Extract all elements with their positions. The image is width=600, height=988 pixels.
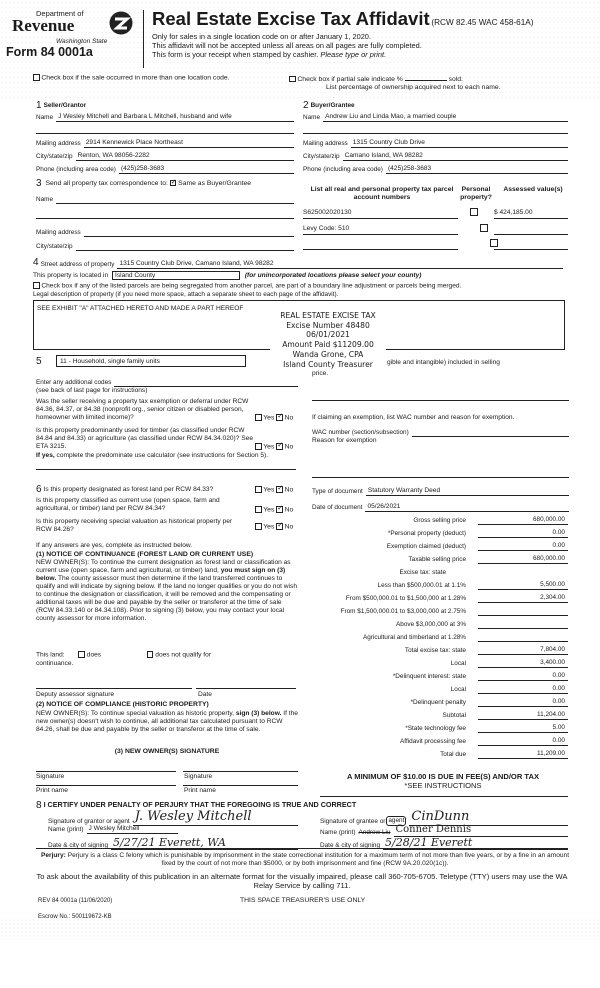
exemption-claimed-label: Exemption claimed (deduct) <box>386 543 466 551</box>
see-instructions-note: *SEE INSTRUCTIONS <box>404 781 482 790</box>
deputy-date-label: Date <box>198 691 212 698</box>
delinquent-interest-local-field[interactable]: 0.00 <box>478 685 568 694</box>
correspondence-name-row <box>36 195 294 204</box>
timber-agriculture-question: Is this property predominantly used for timber (as classified under RCW 84.84 and 84.33) or agriculture (as classified under RCW 84.34.020)? See ETA 3215. <box>36 427 253 450</box>
notice1-text-a: NEW OWNER(S): To continue the current designation as forest land or classification as current use (open space, farm and agricultural, or timber) land, <box>36 559 291 575</box>
local-field[interactable]: 3,400.00 <box>478 659 568 668</box>
buyer-city-field[interactable]: Camano Island, WA 98282 <box>343 152 568 161</box>
no-label: No <box>284 523 294 531</box>
tax-row-penalty <box>300 695 575 707</box>
delinquent-penalty-label: *Delinquent penalty <box>410 699 466 707</box>
total-due-field[interactable]: 11,209.00 <box>478 750 568 759</box>
section-number-3: 3 <box>36 178 42 189</box>
seller-city-field[interactable]: Renton, WA 98056-2282 <box>76 152 294 161</box>
personal-property-included-text <box>387 359 500 367</box>
property-street-field[interactable]: 1315 Country Club Drive, Camano Island, WA 98282 <box>117 260 563 269</box>
tax-row-agri <box>300 630 575 642</box>
segregate-row <box>33 282 461 290</box>
document-type-label: Type of document <box>312 488 363 496</box>
stamp-treasurer-name: Wanda Grone, CPA <box>292 349 364 359</box>
exemption-question: Was the seller receiving a property tax exemption or deferral under RCW 84.36, 84.37, or 84.38 (nonprofit org., senior citizen or disabled person, homeowner with limited income)? <box>36 398 249 421</box>
correspondence-city-row <box>36 242 294 251</box>
notice1-bold: you must sign on (3) below. <box>36 567 286 583</box>
tax-row-total-due <box>300 747 575 759</box>
buyer-phone-row <box>303 165 568 174</box>
stamp-amount-paid: Amount Paid $11209.00 <box>282 340 374 350</box>
tier2-field[interactable]: 2,304.00 <box>478 594 568 603</box>
tier1-label: Less than $500,000.01 at 1.1% <box>377 582 466 590</box>
parcel-number-field-2[interactable]: Levy Code: 510 <box>303 225 458 235</box>
exemption-no-checkbox[interactable] <box>276 414 283 421</box>
document-date-label: Date of document <box>312 504 363 512</box>
no-label: No <box>284 506 294 514</box>
yes-label: Yes <box>263 414 275 422</box>
signature-label-1: Signature <box>36 773 65 780</box>
tax-row-state-heading <box>300 565 575 577</box>
new-owner-print-2[interactable] <box>183 785 298 786</box>
property-use-code-select[interactable]: 11 - Household, single family units <box>56 355 246 367</box>
seller-name-field[interactable]: J Wesley Mitchell and Barbara L Mitchell, husband and wife <box>56 113 294 122</box>
historical-yes-checkbox[interactable] <box>255 523 262 530</box>
if-yes-instruction: If any answers are yes, complete as instructed below. <box>36 542 193 549</box>
new-owner-print-1[interactable] <box>36 785 176 786</box>
new-owner-signature-1[interactable] <box>36 771 176 772</box>
gross-price-field[interactable]: 680,000.00 <box>478 516 568 525</box>
buyer-heading-label: Buyer/Grantee <box>310 102 355 109</box>
buyer-city-row <box>303 152 568 161</box>
parcel-number-field-3[interactable] <box>303 240 458 250</box>
tax-row-gross <box>300 513 575 525</box>
partial-sale-label: Check box if partial sale indicate % <box>297 76 403 83</box>
personal-property-checkbox-1[interactable] <box>470 208 478 216</box>
grantee-signature-label: Signature of grantee or <box>320 818 386 826</box>
tier2-label: From $500,000.01 to $1,500,000 at 1.28% <box>345 595 466 603</box>
exemption-claimed-field[interactable]: 0.00 <box>478 542 568 551</box>
yes-label: Yes <box>263 523 275 531</box>
parcel-number-field-1[interactable]: S6250020201​30 <box>303 209 458 219</box>
section5-divider <box>36 469 296 470</box>
processing-fee-field[interactable]: 0.00 <box>478 737 568 746</box>
does-not-label: does not qualify for <box>155 651 211 659</box>
notice-compliance-text <box>36 710 298 734</box>
parcel-col-header: List all real and personal property tax parcel account numbers <box>310 186 454 202</box>
if-yes-text: complete the predominate use calculator (see instructions for Section 5). <box>56 452 269 459</box>
notice2-bold: sign (3) below. <box>235 710 282 717</box>
tax-row-subtotal <box>300 708 575 720</box>
seller-name-label: Name <box>36 114 54 122</box>
minimum-due-notice: A MINIMUM OF $10.00 IS DUE IN FEE(S) AND/OR TAX <box>346 772 540 781</box>
assessed-value-field-2[interactable] <box>494 225 568 235</box>
tax-row-tier1 <box>300 578 575 590</box>
notice2-text-b: If the new owner(s) doesn't wish to continue, all additional tax calculated pursuant to RCW 84.26, shall be due and payable by the seller or transferor at the time of sale. <box>36 710 298 734</box>
section-number-5: 5 <box>36 356 42 367</box>
revision-label: REV 84 0001a (11/06/2020) <box>38 898 113 904</box>
yes-label: Yes <box>263 506 275 514</box>
personal-property-field[interactable]: 0.00 <box>478 529 568 538</box>
tier4-field[interactable] <box>478 621 568 629</box>
continuance-label: continuance. <box>36 660 74 667</box>
header-note-2: This affidavit will not be accepted unless all areas on all pages are fully completed. <box>152 41 422 51</box>
additional-codes-field[interactable] <box>114 378 298 387</box>
does-qualify-checkbox[interactable] <box>78 651 85 658</box>
delinquent-penalty-field[interactable]: 0.00 <box>478 698 568 707</box>
seller-heading <box>36 100 86 112</box>
agri-label: Agricultural and timberland at 1.28% <box>362 634 466 642</box>
personal-property-label: *Personal property (deduct) <box>387 530 466 538</box>
agri-field[interactable] <box>478 634 568 642</box>
exemption-yes-no <box>255 414 293 423</box>
header-notes <box>152 32 422 59</box>
total-state-field[interactable]: 7,804.00 <box>478 646 568 655</box>
seller-phone-label: Phone (including area code) <box>36 166 116 174</box>
notice-continuance-text <box>36 559 298 623</box>
notice-continuance-title: (1) NOTICE OF CONTINUANCE (FOREST LAND OR CURRENT USE) <box>36 551 254 558</box>
assessed-value-field-1[interactable]: $ 424,185.00 <box>494 209 568 219</box>
buyer-mailing-label: Mailing address <box>303 140 348 148</box>
grantee-name-label: Name (print) <box>320 829 356 837</box>
grantee-name-field[interactable]: Conner Dennis <box>394 825 569 837</box>
same-as-buyer-label: Same as Buyer/Grantee <box>178 180 252 187</box>
seller-phone-field[interactable]: (425)258-3683 <box>119 165 294 174</box>
form-title-row <box>152 8 533 30</box>
form-title-ref: (RCW 82.45 WAC 458-61A) <box>431 18 534 27</box>
certify-heading-text: I CERTIFY UNDER PENALTY OF PERJURY THAT THE FOREGOING IS TRUE AND CORRECT <box>43 800 357 809</box>
ownership-note: List percentage of ownership acquired next to each name. <box>326 84 501 91</box>
local-label: Local <box>450 660 466 668</box>
buyer-city-label: City/state/zip <box>303 153 340 161</box>
header-note-italic: Please type or print. <box>320 50 387 60</box>
current-use-no-checkbox[interactable] <box>276 506 283 513</box>
correspondence-mailing-label: Mailing address <box>36 229 81 237</box>
alt-format-notice: To ask about the availability of this publication in an alternate format for the visually impaired, please call 360-705-6705. Teletype (TTY) users may use the WA Relay Service by calling 711. <box>36 872 568 891</box>
grantor-signature-row <box>48 809 298 826</box>
new-owner-signature-2[interactable] <box>183 771 298 772</box>
personal-property-col-header: Personal property? <box>460 186 492 202</box>
correspondence-name-label: Name <box>36 196 54 204</box>
tax-row-exemption <box>300 539 575 551</box>
seller-name-line2[interactable] <box>36 133 294 134</box>
wac-number-field[interactable] <box>412 428 569 437</box>
county-row <box>33 271 421 280</box>
correspondence-name-field[interactable] <box>56 195 294 204</box>
forest-yes-no <box>255 486 293 495</box>
does-label: does <box>86 651 102 659</box>
tax-row-tier2 <box>300 591 575 603</box>
seller-mailing-field[interactable]: 2914 Kennewick Place Northeast <box>84 139 294 148</box>
correspondence-mailing-field[interactable] <box>84 228 294 237</box>
tax-row-delinq-local <box>300 682 575 694</box>
agency-line1: Department of <box>36 9 84 18</box>
header-divider <box>143 10 144 68</box>
correspondence-city-field[interactable] <box>76 242 294 251</box>
if-yes-note <box>36 452 276 460</box>
tech-fee-field[interactable]: 5.00 <box>478 724 568 733</box>
legal-description-text: SEE EXHIBIT "A" ATTACHED HERETO AND MADE A PART HEREOF <box>37 305 244 312</box>
grantor-date-label: Date & city of signing <box>48 842 109 850</box>
seller-mailing-row <box>36 139 294 148</box>
buyer-phone-label: Phone (including area code) <box>303 166 383 174</box>
stamp-line-1: REAL ESTATE EXCISE TAX <box>280 311 376 320</box>
multi-location-label: Check box if the sale occurred in more than one location code. <box>41 74 230 82</box>
additional-codes-note: (see back of last page for instructions) <box>36 387 148 394</box>
header-note-3: This form is your receipt when stamped by cashier. <box>152 50 319 60</box>
multi-location-row <box>33 74 230 83</box>
buyer-name-label: Name <box>303 114 321 122</box>
grantee-date-label: Date & city of signing <box>320 842 381 850</box>
section7-divider <box>320 796 568 797</box>
exemption-yes-checkbox[interactable] <box>255 414 262 421</box>
deputy-signature-field[interactable] <box>36 688 192 689</box>
same-as-buyer-checkbox[interactable] <box>170 180 177 187</box>
no-label: No <box>284 486 294 494</box>
tax-row-local <box>300 656 575 668</box>
personal-prop-tail2: price. <box>312 370 329 377</box>
partial-sale-percent-field[interactable] <box>405 74 447 81</box>
subtotal-field[interactable]: 11,204.00 <box>478 711 568 720</box>
notice1-text-b: The county assessor must then determine if the land transferred continues to qualify and will indicate by signing below. If the land no longer qualifies or you do not wish to continue the designation or classification, it will be removed and the compensating or additional taxes will be due and payable by the seller or transferor at the time of sale (RCW 84.33.140 or 84.34.108). Prior to signing (3) below, you may contact your local county assessor for more information. <box>36 575 297 623</box>
certify-divider <box>36 848 568 849</box>
county-note: (for unincorporated locations please select your county) <box>244 272 422 279</box>
treasurer-stamp <box>270 311 386 369</box>
section-number-2: 2 <box>303 100 309 111</box>
perjury-bold: Perjury: <box>40 852 66 859</box>
assessed-value-field-3[interactable] <box>494 240 568 250</box>
partial-sale-row <box>289 74 463 84</box>
wac-number-row <box>312 428 569 437</box>
document-type-field[interactable]: Statutory Warranty Deed <box>366 487 569 496</box>
grantor-name-field[interactable]: J Wesley Mitchell <box>87 825 178 834</box>
notice-compliance-title: (2) NOTICE OF COMPLIANCE (HISTORIC PROPERTY) <box>36 701 209 708</box>
section-number-4: 4 <box>33 257 39 268</box>
historical-no-checkbox[interactable] <box>276 523 283 530</box>
delinquent-interest-local-label: Local <box>450 686 466 694</box>
gross-price-label: Gross selling price <box>413 517 466 525</box>
buyer-mailing-row <box>303 139 568 148</box>
yes-label: Yes <box>263 443 275 451</box>
escrow-number: Escrow No.: 500119672-KB <box>38 914 112 920</box>
timber-yes-no <box>255 443 293 452</box>
buyer-mailing-field[interactable]: 1315 Country Club Drive <box>351 139 568 148</box>
no-label: No <box>284 414 294 422</box>
seller-heading-label: Seller/Grantor <box>43 102 87 109</box>
current-use-question: Is this property classified as current use (open space, farm and agricultural, or timber) land per RCW 84.34? <box>36 497 220 512</box>
tier3-label: From $1,500,000.01 to $3,000,000 at 2.75% <box>340 608 466 616</box>
county-select[interactable]: Island County <box>112 271 240 280</box>
legal-description-label: Legal description of property (if you need more space, attach a separate sheet to each page of the affidavit). <box>33 291 339 298</box>
delinquent-interest-state-label: *Delinquent interest: state <box>392 673 466 681</box>
signature-label-2: Signature <box>184 773 213 780</box>
current-use-yes-no <box>255 506 293 515</box>
additional-codes-row <box>36 378 298 387</box>
delinquent-interest-state-field[interactable]: 0.00 <box>478 672 568 681</box>
stamp-date: 06/01/2021 <box>306 330 350 340</box>
print-name-label-1: Print name <box>36 787 68 794</box>
dor-logo <box>8 8 138 60</box>
property-street-label: Street address of property <box>40 261 115 269</box>
historical-question: Is this property receiving special valuation as historical property per RCW 84.26? <box>36 518 233 533</box>
forest-land-label: Is this property designated as forest land per RCW 84.33? <box>43 486 214 493</box>
grantee-name-struck: Andrew Liu <box>358 829 391 837</box>
forest-yes-checkbox[interactable] <box>255 486 262 493</box>
segregate-label: Check box if any of the listed parcels are being segregated from another parcel, are part of a boundary line adjustment or parcels being merged. <box>41 282 462 290</box>
if-yes-bold: If yes, <box>36 452 55 459</box>
no-label: No <box>284 443 294 451</box>
county-label: This property is located in <box>33 272 109 279</box>
seller-city-label: City/state/zip <box>36 153 73 161</box>
grantor-signature-label: Signature of grantor or agent <box>48 818 130 826</box>
buyer-name-field[interactable]: Andrew Liu and Linda Mao, a married couple <box>323 113 568 122</box>
assessed-value-col-header: Assessed value(s) <box>503 186 563 193</box>
scan-noise-footer <box>0 918 600 940</box>
grantee-agent-circled: agent <box>388 817 405 825</box>
forest-no-checkbox[interactable] <box>276 486 283 493</box>
correspondence-row <box>36 178 251 190</box>
document-date-field[interactable]: 05/26/2021 <box>365 503 569 512</box>
processing-fee-label: Affidavit processing fee <box>400 738 466 746</box>
section-number-1: 1 <box>36 100 42 111</box>
stamp-treasurer-title: Island County Treasurer <box>283 359 373 369</box>
taxable-price-label: Taxable selling price <box>408 556 466 564</box>
total-due-label: Total due <box>440 751 466 759</box>
grantor-date-field[interactable]: 5/27/21 Everett, WA <box>111 836 298 850</box>
timber-no-checkbox[interactable] <box>276 443 283 450</box>
new-owner-signature-title: (3) NEW OWNER(S) SIGNATURE <box>114 748 220 755</box>
personal-prop-tail: gible and intangible) included in selling <box>387 359 500 366</box>
section5-right-line[interactable] <box>312 400 569 401</box>
tier1-field[interactable]: 5,500.00 <box>478 581 568 590</box>
deputy-signature-label: Deputy assessor signature <box>36 691 115 698</box>
document-date-row <box>312 503 569 512</box>
form-number: Form 84 0001a <box>6 45 93 59</box>
segregate-checkbox[interactable] <box>33 282 40 289</box>
personal-property-checkbox-2[interactable] <box>480 224 488 232</box>
tax-row-taxable <box>300 552 575 564</box>
taxable-price-field[interactable]: 680,000.00 <box>478 555 568 564</box>
notice2-text-a: NEW OWNER(S): To continue special valuation as historic property, <box>36 710 235 717</box>
historical-yes-no <box>255 523 293 532</box>
total-state-label: Total excise tax: state <box>404 647 466 655</box>
tier3-field[interactable] <box>478 608 568 616</box>
exemption-reason-field[interactable] <box>312 477 569 478</box>
grantee-date-field[interactable]: 5/28/21 Everett <box>383 836 568 850</box>
wac-number-label: WAC number (section/subsection) <box>312 429 409 437</box>
correspondence-mailing-row <box>36 228 294 237</box>
section-number-8: 8 <box>36 800 42 811</box>
treasurer-use-label: THIS SPACE TREASURER'S USE ONLY <box>240 897 366 904</box>
multi-location-checkbox[interactable] <box>33 74 40 81</box>
buyer-heading <box>303 100 355 112</box>
tax-row-processing-fee <box>300 734 575 746</box>
buyer-name-line2[interactable] <box>303 133 568 134</box>
partial-sale-suffix: sold. <box>448 76 463 83</box>
deputy-date-field[interactable] <box>196 688 296 689</box>
subtotal-label: Subtotal <box>442 712 466 720</box>
seller-name-row <box>36 113 294 122</box>
tax-row-delinq-state <box>300 669 575 681</box>
stamp-excise-number: Excise Number 48480 <box>286 320 370 330</box>
agency-state: Washington State <box>56 38 108 45</box>
dor-emblem-icon <box>108 10 134 36</box>
tech-fee-label: *State technology fee <box>405 725 466 733</box>
buyer-name-row <box>303 113 568 122</box>
seller-city-row <box>36 152 294 161</box>
seller-phone-row <box>36 165 294 174</box>
tax-row-tier4 <box>300 617 575 629</box>
agency-name: Revenue <box>12 16 75 35</box>
partial-sale-checkbox[interactable] <box>289 76 296 83</box>
excise-state-heading: Excise tax: state <box>399 569 446 577</box>
timber-yes-checkbox[interactable] <box>255 443 262 450</box>
correspondence-name-line2[interactable] <box>36 218 294 219</box>
perjury-text: Perjury is a class C felony which is punishable by imprisonment in the state correctional institution for a maximum term of not more than five years, or by a fine in an amount fixed by the court of not more than $5000, or by both imprisonment and fine (RCW 9A.20.020(1c)). <box>67 852 570 868</box>
header-note-1: Only for sales in a single location code on or after January 1, 2020. <box>152 32 371 41</box>
exemption-reason-label: Reason for exemption <box>312 437 377 444</box>
print-name-label-2: Print name <box>184 787 216 794</box>
this-land-label: This land: <box>36 651 65 659</box>
correspondence-city-label: City/state/zip <box>36 243 73 251</box>
document-type-row <box>312 487 569 496</box>
buyer-phone-field[interactable]: (425)258-3683 <box>386 165 568 174</box>
does-not-qualify-checkbox[interactable] <box>147 651 154 658</box>
grantor-name-row <box>48 825 178 834</box>
additional-codes-label: Enter any additional codes <box>36 379 112 387</box>
tax-row-tech-fee <box>300 721 575 733</box>
tax-row-tier3 <box>300 604 575 616</box>
grantor-name-label: Name (print) <box>48 826 84 834</box>
section-number-6: 6 <box>36 484 42 495</box>
grantee-signature-field[interactable]: CinDunn <box>409 812 568 826</box>
tax-row-personal <box>300 526 575 538</box>
exemption-claim-label: If claiming an exemption, list WAC number and reason for exemption. <box>312 414 515 421</box>
land-qualify-row <box>36 651 211 659</box>
tax-row-total-state <box>300 643 575 655</box>
seller-mailing-label: Mailing address <box>36 140 81 148</box>
form-title: Real Estate Excise Tax Affidavit <box>152 8 430 29</box>
yes-label: Yes <box>263 486 275 494</box>
correspondence-label: Send all property tax correspondence to: <box>45 180 168 187</box>
forest-land-question <box>36 484 213 496</box>
tier4-label: Above $3,000,000 at 3% <box>396 621 466 629</box>
property-street-row <box>33 257 563 269</box>
perjury-notice <box>40 852 570 868</box>
current-use-yes-checkbox[interactable] <box>255 506 262 513</box>
grantor-signature-field[interactable]: J. Wesley Mitchell <box>133 812 298 826</box>
